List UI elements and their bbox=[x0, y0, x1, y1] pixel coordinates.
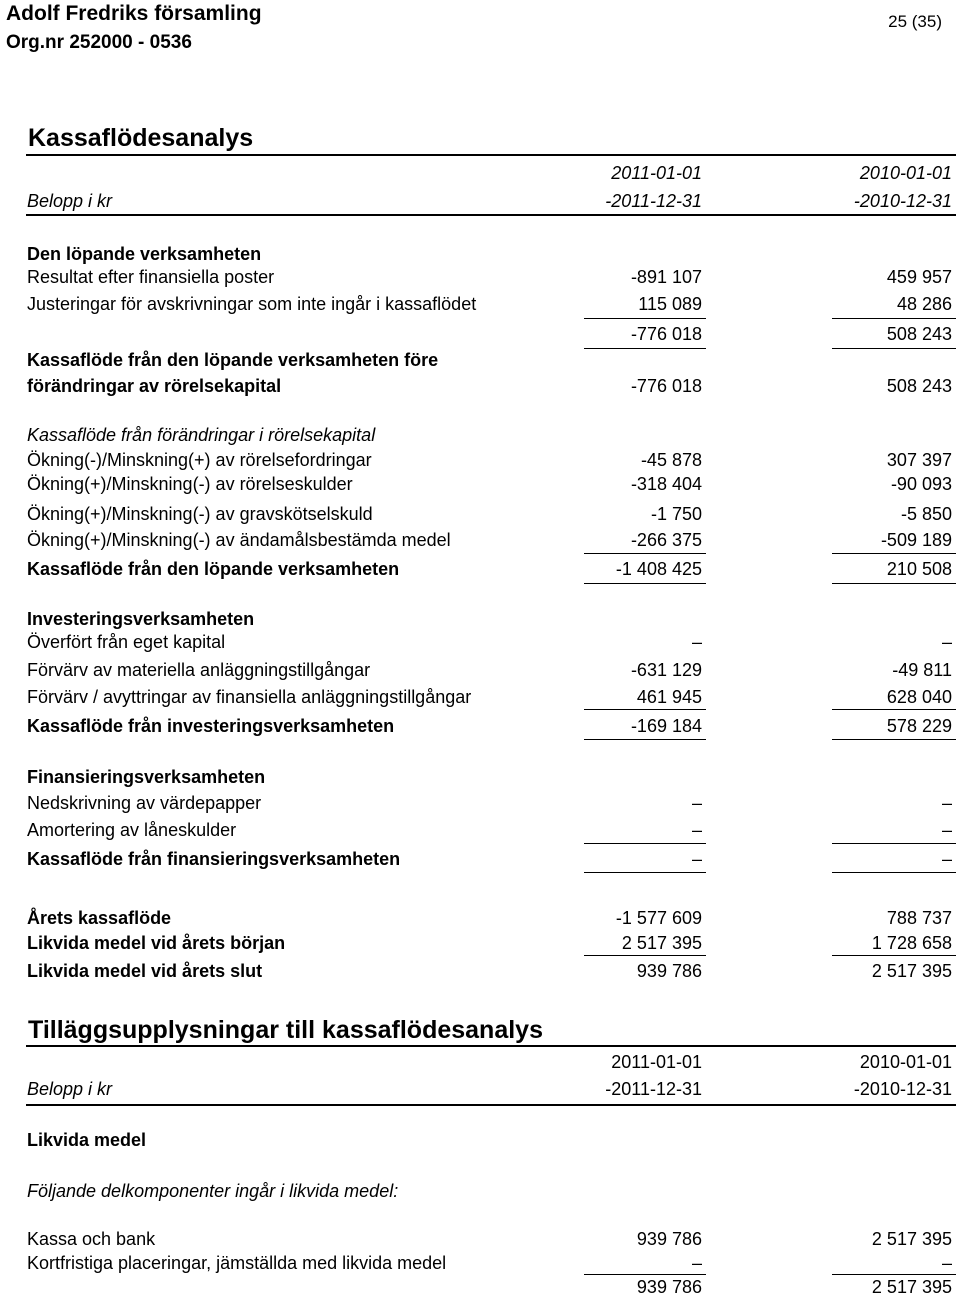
value-2010: 48 286 bbox=[896, 294, 952, 314]
total-row bbox=[0, 959, 960, 983]
value-2010: 578 229 bbox=[886, 716, 952, 736]
value-2010: – bbox=[941, 820, 952, 840]
section-heading-operating bbox=[0, 242, 960, 266]
table-row bbox=[0, 931, 960, 955]
value-2011: -1 408 425 bbox=[615, 559, 702, 579]
period-2011-start: 2011-01-01 bbox=[611, 1052, 702, 1072]
period-header-row-2 bbox=[0, 1077, 960, 1101]
value-2011: – bbox=[691, 632, 702, 652]
row-label: Kassaflöde från investeringsverksamheten bbox=[27, 716, 395, 736]
table-row bbox=[0, 685, 960, 709]
section-heading-investing bbox=[0, 607, 960, 631]
value-2010: 628 040 bbox=[886, 687, 952, 707]
total-row bbox=[0, 714, 960, 738]
row-label: Årets kassaflöde bbox=[27, 908, 172, 928]
subsection-heading bbox=[0, 423, 960, 447]
amount-unit-label: Belopp i kr bbox=[27, 1079, 113, 1099]
value-2010: – bbox=[941, 849, 952, 869]
value-2010: 210 508 bbox=[886, 559, 952, 579]
heading-label: Den löpande verksamheten bbox=[27, 244, 262, 264]
table-row bbox=[0, 1227, 960, 1251]
value-2010: – bbox=[941, 1253, 952, 1273]
period-2010-start: 2010-01-01 bbox=[859, 1052, 952, 1072]
table-row bbox=[0, 791, 960, 815]
sum-line bbox=[832, 553, 956, 554]
heading-label: Kassaflöde från förändringar i rörelsekapital bbox=[27, 425, 376, 445]
value-2011: 939 786 bbox=[636, 1277, 702, 1297]
sum-line bbox=[584, 583, 706, 584]
sum-line bbox=[832, 843, 956, 844]
value-2011: 461 945 bbox=[636, 687, 702, 707]
row-label: Kassaflöde från finansieringsverksamheten bbox=[27, 849, 401, 869]
value-2010: 788 737 bbox=[886, 908, 952, 928]
value-2010: – bbox=[941, 632, 952, 652]
page-number: 25 (35) bbox=[888, 12, 942, 31]
sum-line bbox=[584, 872, 706, 873]
row-label: Överfört från eget kapital bbox=[27, 632, 226, 652]
row-label: Förvärv av materiella anläggningstillgångar bbox=[27, 660, 371, 680]
period-2010-end: -2010-12-31 bbox=[853, 1079, 952, 1099]
row-label: Ökning(+)/Minskning(-) av ändamålsbestämda medel bbox=[27, 530, 451, 550]
value-2011: -1 750 bbox=[650, 504, 702, 524]
value-2010: 2 517 395 bbox=[871, 1229, 952, 1249]
row-label: Amortering av låneskulder bbox=[27, 820, 237, 840]
table-row bbox=[0, 292, 960, 316]
period-header-row-1 bbox=[0, 1050, 960, 1074]
value-2010: 508 243 bbox=[886, 376, 952, 396]
row-label: Kassa och bank bbox=[27, 1229, 156, 1249]
table-row bbox=[0, 658, 960, 682]
table-row bbox=[0, 448, 960, 472]
row-label: Likvida medel vid årets slut bbox=[27, 961, 263, 981]
row-label: Nedskrivning av värdepapper bbox=[27, 793, 262, 813]
value-2010: 459 957 bbox=[886, 267, 952, 287]
row-label: Likvida medel vid årets början bbox=[27, 933, 286, 953]
sum-line bbox=[584, 843, 706, 844]
row-label: Ökning(-)/Minskning(+) av rörelsefordringar bbox=[27, 450, 372, 470]
row-label: Kassaflöde från den löpande verksamheten bbox=[27, 559, 400, 579]
total-row bbox=[0, 557, 960, 581]
sum-line bbox=[832, 872, 956, 873]
table-row bbox=[0, 1251, 960, 1275]
total-row bbox=[0, 906, 960, 930]
heading-label: Finansieringsverksamheten bbox=[27, 767, 266, 787]
value-2011: -169 184 bbox=[630, 716, 702, 736]
heading-label: Följande delkomponenter ingår i likvida medel: bbox=[27, 1181, 399, 1201]
header-rule bbox=[26, 1104, 956, 1106]
sum-line bbox=[832, 709, 956, 710]
value-2011: -266 375 bbox=[630, 530, 702, 550]
period-2010-end: -2010-12-31 bbox=[853, 191, 952, 211]
subtotal-row bbox=[0, 322, 960, 346]
table-row bbox=[0, 818, 960, 842]
value-2011: 115 089 bbox=[638, 294, 702, 314]
value-2011: – bbox=[691, 849, 702, 869]
sum-line bbox=[584, 318, 706, 319]
section-title-cashflow: Kassaflödesanalys bbox=[28, 124, 254, 152]
heading-label: Likvida medel bbox=[27, 1130, 147, 1150]
row-label: Resultat efter finansiella poster bbox=[27, 267, 275, 287]
value-2010: 2 517 395 bbox=[871, 1277, 952, 1297]
row-label: förändringar av rörelsekapital bbox=[27, 376, 282, 396]
section-heading-financing bbox=[0, 765, 960, 789]
table-row bbox=[0, 630, 960, 654]
value-2010: 2 517 395 bbox=[871, 961, 952, 981]
row-label: Ökning(+)/Minskning(-) av gravskötselskuld bbox=[27, 504, 373, 524]
sum-line bbox=[832, 739, 956, 740]
sum-line bbox=[584, 955, 706, 956]
sum-line bbox=[584, 709, 706, 710]
sum-line bbox=[832, 318, 956, 319]
value-2011: – bbox=[691, 820, 702, 840]
period-header-row-2 bbox=[0, 189, 960, 213]
period-2010-start: 2010-01-01 bbox=[859, 163, 952, 183]
value-2010: 508 243 bbox=[886, 324, 952, 344]
value-2011: -891 107 bbox=[630, 267, 702, 287]
organization-name: Adolf Fredriks församling bbox=[6, 2, 262, 25]
value-2010: – bbox=[941, 793, 952, 813]
row-label: Förvärv / avyttringar av finansiella anläggningstillgångar bbox=[27, 687, 472, 707]
table-row bbox=[0, 265, 960, 289]
sum-line bbox=[584, 739, 706, 740]
title-rule bbox=[26, 1045, 956, 1047]
value-2011: 2 517 395 bbox=[621, 933, 702, 953]
value-2011: -776 018 bbox=[630, 324, 702, 344]
total-row bbox=[0, 1275, 960, 1299]
period-2011-end: -2011-12-31 bbox=[605, 1079, 702, 1099]
organization-number: Org.nr 252000 - 0536 bbox=[6, 32, 192, 53]
value-2011: -776 018 bbox=[630, 376, 702, 396]
period-header-row-1 bbox=[0, 161, 960, 185]
table-row bbox=[0, 348, 960, 372]
value-2011: -318 404 bbox=[630, 474, 702, 494]
table-row bbox=[0, 502, 960, 526]
value-2011: 939 786 bbox=[636, 961, 702, 981]
value-2011: -45 878 bbox=[640, 450, 702, 470]
heading-label: Investeringsverksamheten bbox=[27, 609, 255, 629]
value-2011: – bbox=[691, 1253, 702, 1273]
row-label: Ökning(+)/Minskning(-) av rörelseskulder bbox=[27, 474, 353, 494]
value-2010: -49 811 bbox=[892, 660, 952, 680]
sum-line bbox=[832, 583, 956, 584]
section-heading-cash bbox=[0, 1128, 960, 1152]
value-2011: -1 577 609 bbox=[615, 908, 702, 928]
row-label: Justeringar för avskrivningar som inte ingår i kassaflödet bbox=[27, 294, 477, 314]
amount-unit-label: Belopp i kr bbox=[27, 191, 113, 211]
period-2011-start: 2011-01-01 bbox=[611, 163, 702, 183]
period-2011-end: -2011-12-31 bbox=[605, 191, 702, 211]
sum-line bbox=[584, 553, 706, 554]
section-title-supplement: Tilläggsupplysningar till kassaflödesanalys bbox=[28, 1016, 543, 1044]
table-row bbox=[0, 472, 960, 496]
title-rule bbox=[26, 154, 956, 156]
value-2010: -5 850 bbox=[900, 504, 952, 524]
table-row bbox=[0, 374, 960, 398]
total-row bbox=[0, 847, 960, 871]
value-2011: 939 786 bbox=[636, 1229, 702, 1249]
row-label: Kassaflöde från den löpande verksamheten före bbox=[27, 350, 439, 370]
value-2010: 1 728 658 bbox=[871, 933, 952, 953]
value-2011: – bbox=[691, 793, 702, 813]
value-2011: -631 129 bbox=[630, 660, 702, 680]
header-rule bbox=[26, 214, 956, 216]
value-2010: -509 189 bbox=[880, 530, 952, 550]
subsection-heading bbox=[0, 1179, 960, 1203]
table-row bbox=[0, 528, 960, 552]
value-2010: -90 093 bbox=[890, 474, 952, 494]
row-label: Kortfristiga placeringar, jämställda med likvida medel bbox=[27, 1253, 447, 1273]
sum-line bbox=[832, 955, 956, 956]
value-2010: 307 397 bbox=[886, 450, 952, 470]
